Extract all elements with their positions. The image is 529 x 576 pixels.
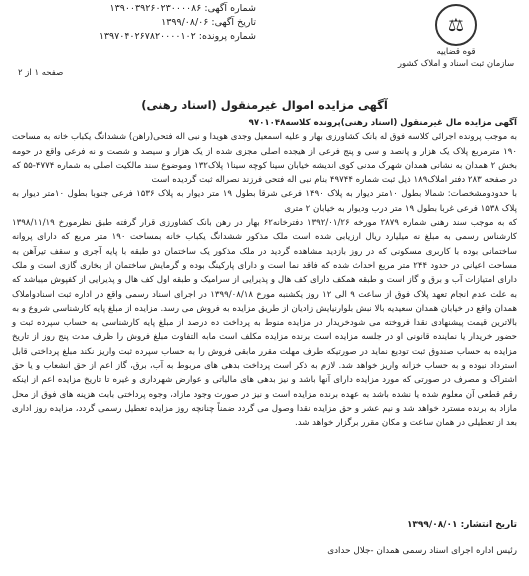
notice-subtitle: آگهی مزایده مال غیرمنقول (اسناد رهنی)پرونده کلاسه۹۷۰۱۰۴۸ xyxy=(248,118,517,128)
publish-date: تاریخ انتشار: ۱۳۹۹/۰۸/۰۱ xyxy=(406,520,517,530)
notice-date: تاریخ آگهی: ۱۳۹۹/۰۸/۰۶ xyxy=(161,17,256,28)
signature-line: رئیس اداره اجرای اسناد رسمی همدان -جلال حدادی xyxy=(327,546,517,556)
org-name: قوه قضاییه xyxy=(436,47,476,57)
paragraph-3: که به موجب سند رهنی شماره ۲۸۷۹ مورخه ۱۳۹۲/۰۱/۲۶ دفترخانه۶۲ بهار در رهن بانک کشاورزی قرار گرفته طبق نظرمورخ ۱۳۹۸/۱۱/۱۹ کارشناس رسمی به مبلغ نه میلیارد ریال ارزیابی شده است ملک مذکور ششدانگ یکباب خانه بمساحت ۱۹۰ متر مربع که دارای پروانه ساختمانی بوده با کاربری مسکونی که در روز بازدید مشاهده گردید در ملک مذکور یک ساختمان دو طبقه با پایه آجری و سقف تیرآهن به مساحت اعیانی در حدود ۲۴۴ متر مربع احداث شده که فاقد نما است و دارای پارکینگ بوده و گرمایش ساختمان از بخاری گازی است و ملک دارای امتیازات آب و برق و گاز است و طبقه همکف دارای کف هال و پذیرایی از سرامیک و طبقه اول کف هال و پذیرایی از کفپوش میباشد که به علت عدم انجام تعهد پلاک فوق از ساعت ۹ الی ۱۲ روز یکشنبه مورخ ۱۳۹۹/۰۸/۱۸ در اجرای اسناد رسمی واقع در اداره ثبت اسنادواملاک همدان واقع در خیابان همدان سعیدیه بالا نبش بلوارنیایش زادیان از طریق مزایده به فروش می رسد. مزایده از مبلغ پایه کارشناسی شروع و به بالاترین قیمت پیشنهادی نقدا فروخته می شودخریدار در مزایده منوط به پرداخت ده درصد از مبلغ پایه کارشناسی به حساب سپرده ثبت و حضور خریدار یا نماینده قانونی او در جلسه مزایده است برنده مزایده مکلف است مابه التفاوت مبلغ فروش را ظرف مدت پنج روز از تاریخ مزایده به حساب صندوق ثبت تودیع نماید در صورتیکه طرف مهلت مقرر مابقی فروش را به حساب سپرده ثبت واریز نکند مبلغ پرداختی قابل استرداد نبوده و به حساب خزانه واریز خواهد شد. لازم به ذکر است پرداخت بدهی های مربوط به آب، برق، گاز اعم از حق انشعاب و یا حق اشتراک و مصرف در صورتی که مورد مزایده دارای آنها باشد و نیز بدهی های مالیاتی و عوارض شهرداری و غیره تا تاریخ مزایده اعم از اینکه رقم قطعی آن معلوم شده یا نشده باشد به عهده برنده مزایده است و نیز در صورت وجود مازاد، وجوه پرداختی بابت هزینه های فوق از محل مازاد به برنده مسترد خواهد شد و نیم عشر و حق مزایده نقدا وصول می گردد ضمناً چنانچه روز مزایده تعطیل رسمی گردد، مزایده روز اداری بعد از تعطیلی در همان ساعت و مکان مقرر برگزار خواهد شد. xyxy=(12,218,518,429)
paragraph-1: به موجب پرونده اجرائی کلاسه فوق له بانک کشاورزی بهار و علیه اسمعیل وجدی هویدا و نبی اله فتحی(راهن) ششدانگ یکباب ‌خانه به مساحت ۱۹۰ مترمربع پلاک یک هزار و پانصد و سی و پنج فرعی از هیجده اصلی مجزی شده از یک هزار و سیصد و شصت و نه فرعی واقع در حومه بخش ۲ همدان به نشانی همدان شهرک مدنی کوی اندیشه خیابان سینا کوچه سینا۱ پلاک۱۳۲ وموضوع سند مالکیت اصلی به شماره ۴۷۷۴-۵۵ که در صفحه ۲۸۳ دفتر املاک۱۸۹ ذیل ثبت شماره ۴۹۷۴۴ بنام نبی اله فتحی فرزند نصراله ثبت گردیده است xyxy=(12,132,517,186)
doc-meta xyxy=(6,2,256,44)
org-header xyxy=(391,4,521,70)
org-subname: سازمان ثبت اسناد و املاک کشور xyxy=(397,59,515,69)
file-number: شماره پرونده: ۱۳۹۷۰۴۰۲۶۷۸۲۰۰۰۰۱۰۲ xyxy=(98,31,256,42)
notice-body xyxy=(12,116,517,431)
notice-title: آگهی مزایده اموال غیرمنقول (اسناد رهنی) xyxy=(141,98,388,112)
page-number: صفحه ۱ از ۲ xyxy=(18,68,64,78)
paragraph-2: با حدودومشخصات: شمالا بطول ۱۰متر دیوار به پلاک ۱۴۹۰ فرعی شرقا بطول ۱۹ متر دیوار به پلاک ۱۵۳۶ فرعی جنوبا بطول ۱۰متر دیوار به پلاک ۱۵۳۸ فرعی غربا بطول ۱۹ متر درب ودیوار به خیابان ۲ متری xyxy=(12,189,517,214)
notice-number: شماره آگهی: ۱۳۹۰۰۳۹۲۶۰۲۳۰۰۰۰۸۶ xyxy=(109,3,256,14)
judiciary-emblem-icon: ⚖ xyxy=(435,4,477,46)
